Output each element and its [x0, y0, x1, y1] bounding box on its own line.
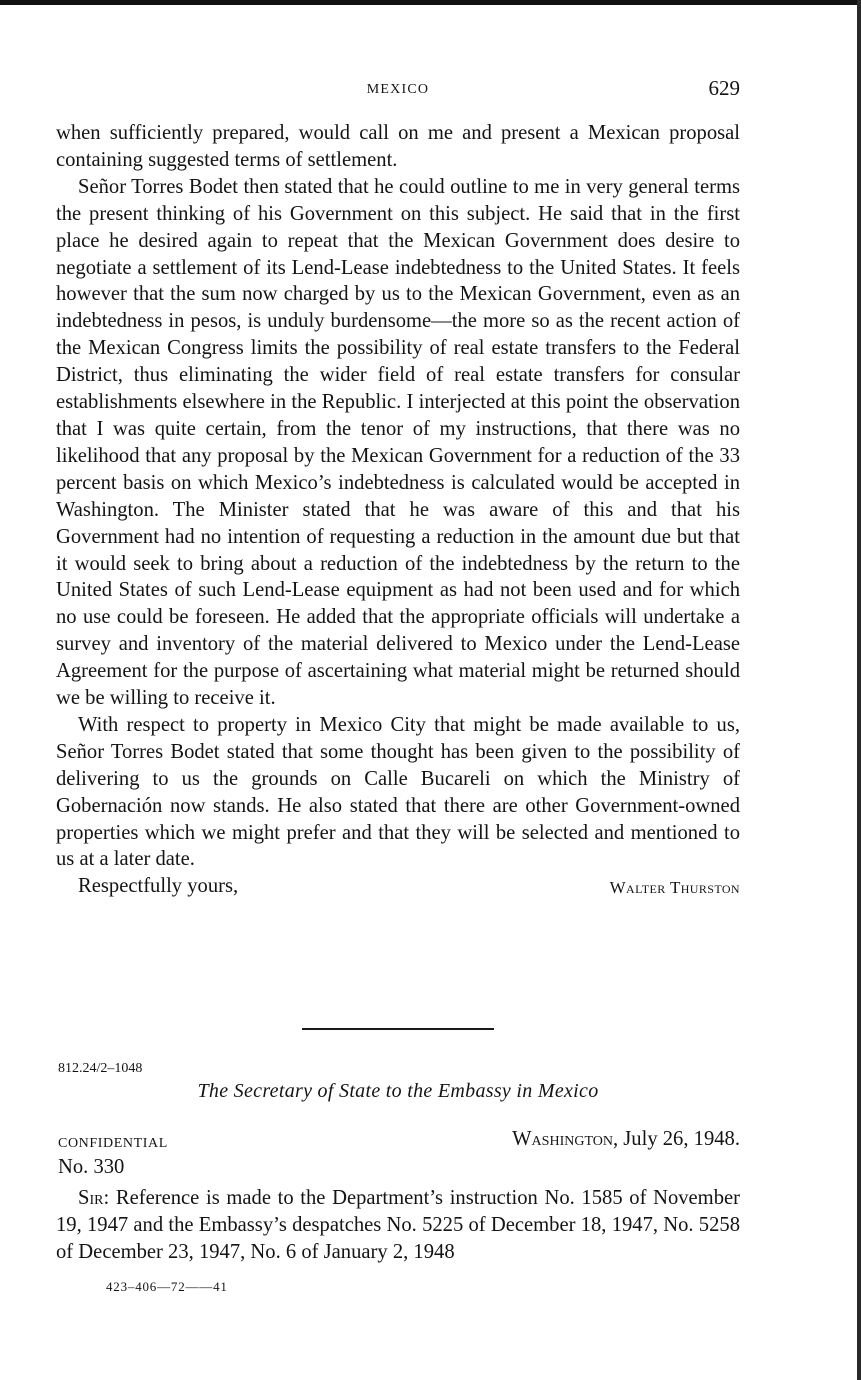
page-number: 629	[708, 76, 740, 100]
complimentary-close: Respectfully yours,	[78, 875, 239, 898]
page-header	[56, 76, 740, 106]
closing-line	[56, 873, 740, 900]
dateline	[512, 1128, 740, 1151]
classification-line	[56, 1128, 740, 1158]
scan-right-edge	[857, 0, 861, 1380]
page-top-border	[0, 0, 861, 5]
classification-label: CONFIDENTIAL	[58, 1136, 168, 1151]
instruction-text: Reference is made to the Department’s instruction No. 1585 of November 19, 1947 and the Embassy’s despatches No. 5225 of December 18, 1947, No. 5258 of December 23, 1947, No. 6 of January 2, 1948	[56, 1187, 740, 1263]
instruction-paragraph	[56, 1185, 740, 1266]
signature: Walter Thurston	[609, 878, 740, 898]
instruction-body	[56, 1185, 740, 1266]
paragraph-lend-lease: Señor Torres Bodet then stated that he could outline to me in very general terms the present thinking of his Government on this subject. He said that in the first place he desired again to repeat that the Mexican Government does desire to negotiate a settlement of its Lend-Lease indebtedness to the United States. It feels however that the sum now charged by us to the Mexican Government, even as an indebtedness in pesos, is unduly burdensome—the more so as the recent action of the Mexican Congress limits the possibility of real estate transfers to the Federal District, thus eliminating the wider field of real estate transfers for consular establishments elsewhere in the Republic. I interjected at this point the observation that I was quite certain, from the tenor of my instructions, that there was no likelihood that any proposal by the Mexican Government for a reduction of the 33 percent basis on which Mexico’s indebtedness is calculated would be accepted in Washington. The Minister stated that he was aware of this and that his Government had no intention of requesting a reduction in the amount due but that it would seek to bring about a reduction of the indebtedness by the return to the United States of such Lend-Lease equipment as had not been used and for which no use could be foreseen. He added that the appropriate officials will undertake a survey and inventory of the material delivered to Mexico under the Lend-Lease Agreement for the purpose of ascertaining what material might be returned should we be willing to receive it.	[56, 175, 740, 710]
section-divider	[302, 1028, 494, 1030]
paragraph-property: With respect to property in Mexico City that might be made available to us, Señor Torres Bodet stated that some thought has been given to the possibility of delivering to us the grounds on Calle Bucareli on which the Ministry of Gobernación now stands. He also stated that there are other Government-owned properties which we might prefer and that they will be selected and mentioned to us at a later date.	[56, 713, 740, 871]
despatch-body	[56, 120, 740, 900]
dateline-date: July 26, 1948.	[623, 1128, 740, 1150]
paragraph-continuation: when sufficiently prepared, would call on me and present a Mexican proposal containing suggested terms of settlement.	[56, 122, 740, 171]
salutation: Sir:	[78, 1187, 110, 1209]
instruction-number: No. 330	[58, 1156, 125, 1178]
document-title: The Secretary of State to the Embassy in Mexico	[197, 1080, 599, 1102]
dateline-place: Washington,	[512, 1128, 619, 1150]
running-head: MEXICO	[366, 82, 430, 97]
print-code: 423–406—72——41	[106, 1279, 228, 1294]
file-number: 812.24/2–1048	[58, 1061, 143, 1076]
